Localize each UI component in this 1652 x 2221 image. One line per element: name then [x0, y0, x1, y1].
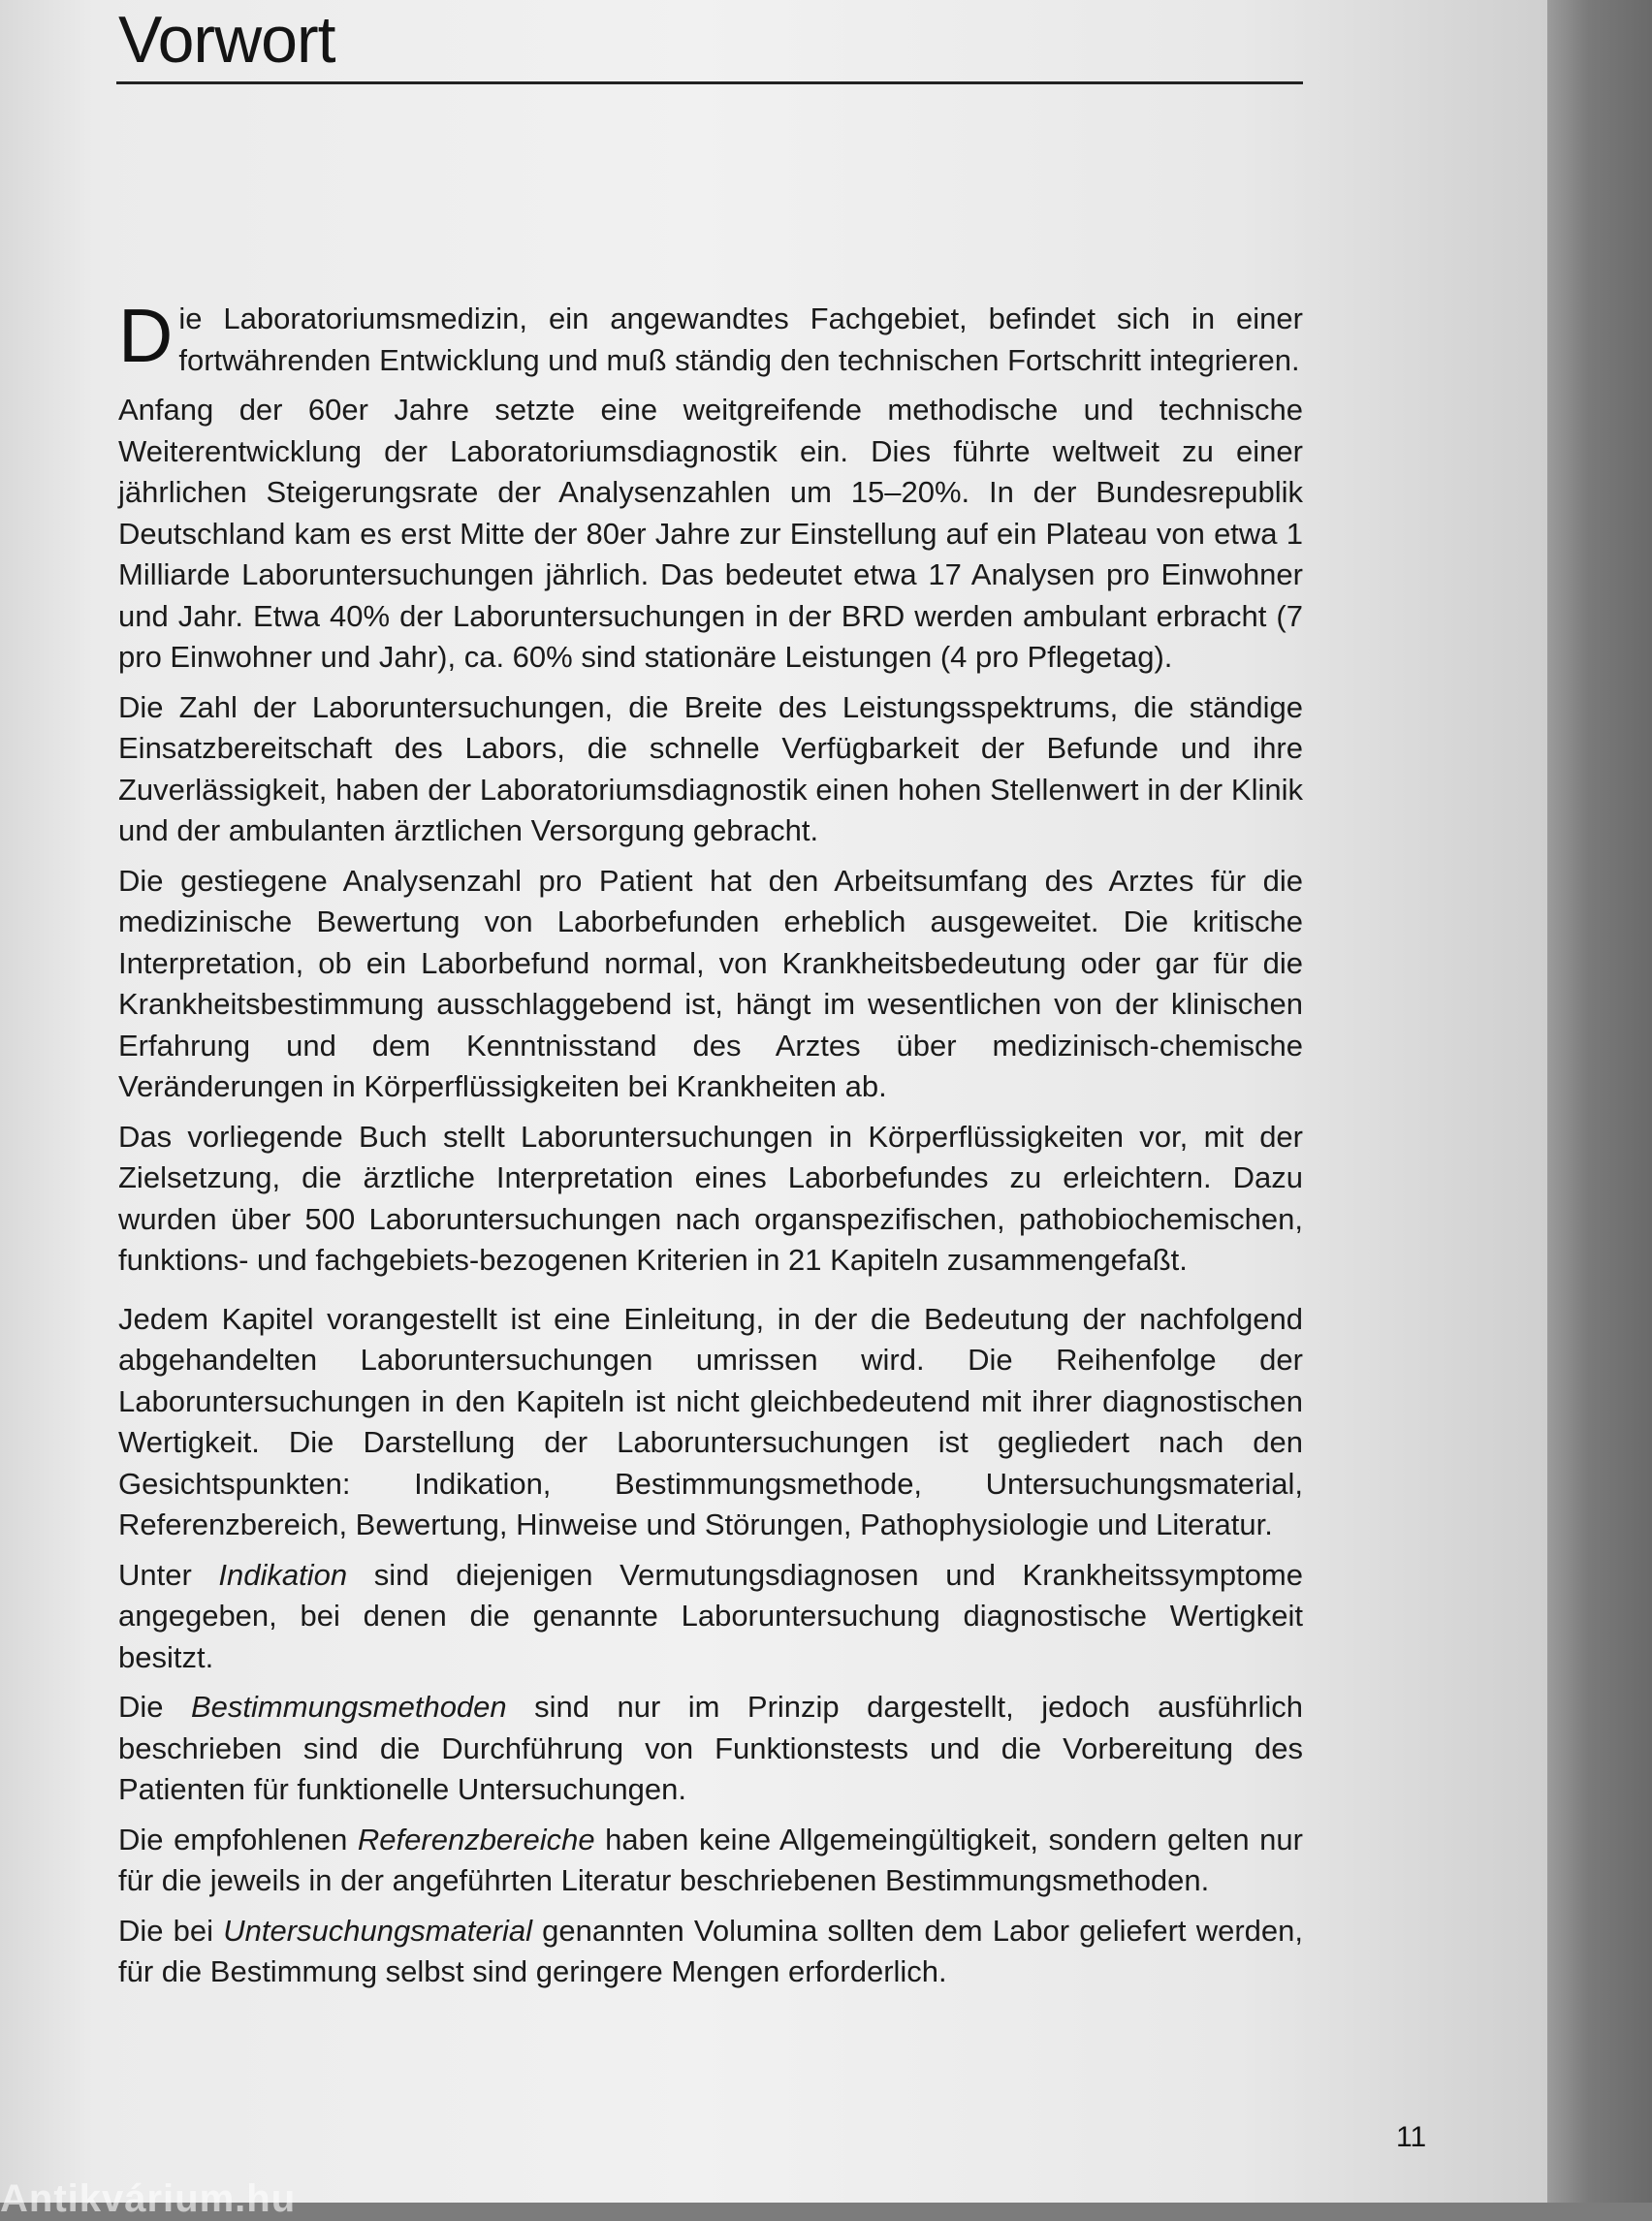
- watermark: Antikvárium.hu: [0, 2177, 297, 2220]
- term-referenzbereiche: Referenzbereiche: [357, 1822, 595, 1856]
- paragraph-5: Das vorliegende Buch stellt Laboruntersuchungen in Körperflüssigkeiten vor, mit der Zielsetzung, die ärztliche Interpretation eines Laborbefundes zu erleichtern. Dazu wurden über 500 Laboruntersuchungen nach organspezifischen, pathobiochemischen, funktions- und fachgebiets-bezogenen Kriterien in 21 Kapiteln zusammengefaßt.: [118, 1119, 1303, 1277]
- paragraph-2: Anfang der 60er Jahre setzte eine weitgreifende methodische und technische Weiterentwicklung der Laboratoriumsdiagnostik ein. Dies führte weltweit zu einer jährlichen Steigerungsrate der Analysenzahlen um 15–20%. In der Bundesrepublik Deutschland kam es erst Mitte der 80er Jahre zur Einstellung auf ein Plateau von etwa 1 Milliarde Laboruntersuchungen jährlich. Das bedeutet etwa 17 Analysen pro Einwohner und Jahr. Etwa 40% der Laboruntersuchungen in der BRD werden ambulant erbracht (7 pro Einwohner und Jahr), ca. 60% sind stationäre Leistungen (4 pro Pflegetag).: [118, 393, 1303, 674]
- title-rule: [116, 81, 1303, 84]
- paragraph-8-post: sind nur im Prinzip dargestellt, jedoch ausführlich beschrieben sind die Durchführung von Funktionstests und die Vorbereitung des Patienten für funktionelle Untersuchungen.: [118, 1690, 1303, 1806]
- paragraph-3: Die Zahl der Laboruntersuchungen, die Breite des Leistungsspektrums, die ständige Einsatzbereitschaft des Labors, die schnelle Verfügbarkeit der Befunde und ihre Zuverlässigkeit, haben der Laboratoriumsdiagnostik einen hohen Stellenwert in der Klinik und der ambulanten ärztlichen Versorgung gebracht.: [118, 689, 1303, 847]
- paragraph-7-pre: Unter: [118, 1557, 219, 1592]
- paragraph-9-post: haben keine Allgemeingültigkeit, sondern gelten nur für die jeweils in der angeführten Literatur beschriebenen Bestimmungsmethoden.: [118, 1822, 1303, 1897]
- paragraph-8: [118, 1687, 1303, 1811]
- paragraph-10-pre: Die bei: [118, 1913, 224, 1948]
- body-text: [118, 293, 1303, 2002]
- drop-cap: D: [118, 293, 174, 378]
- paragraph-10-post: genannten Volumina sollten dem Labor geliefert werden, für die Bestimmung selbst sind geringere Mengen erforderlich.: [118, 1913, 1303, 1988]
- term-bestimmungsmethoden: Bestimmungsmethoden: [190, 1690, 507, 1724]
- paragraph-1-text: ie Laboratoriumsmedizin, ein angewandtes Fachgebiet, befindet sich in einer fortwährenden Entwicklung und muß ständig den technischen Fortschritt integrieren.: [178, 301, 1303, 377]
- paragraph-8-pre: Die: [118, 1690, 191, 1724]
- paragraph-4: Die gestiegene Analysenzahl pro Patient hat den Arbeitsumfang des Arztes für die medizinische Bewertung von Laborbefunden erheblich ausgeweitet. Die kritische Interpretation, ob ein Laborbefund normal, von Krankheitsbedeutung oder gar für die Krankheitsbestimmung ausschlaggebend ist, hängt im wesentlichen von der klinischen Erfahrung und dem Kenntnisstand des Arztes über medizinisch-chemische Veränderungen in Körperflüssigkeiten bei Krankheiten ab.: [118, 863, 1303, 1103]
- paragraph-10: [118, 1911, 1303, 1993]
- paragraph-1: [118, 293, 1303, 381]
- paragraph-9-pre: Die empfohlenen: [118, 1822, 358, 1856]
- paragraph-6: Jedem Kapitel vorangestellt ist eine Einleitung, in der die Bedeutung der nachfolgend abgehandelten Laboruntersuchungen umrissen wird. Die Reihenfolge der Laboruntersuchungen in den Kapiteln ist nicht gleichbedeutend mit ihrer diagnostischen Wertigkeit. Die Darstellung der Laboruntersuchungen ist gegliedert nach den Gesichtspunkten: Indikation, Bestimmungsmethode, Untersuchungsmaterial, Referenzbereich, Bewertung, Hinweise und Störungen, Pathophysiologie und Literatur.: [118, 1301, 1303, 1541]
- term-indikation: Indikation: [218, 1557, 348, 1592]
- term-untersuchungsmaterial: Untersuchungsmaterial: [223, 1913, 532, 1948]
- page-number: 11: [1396, 2121, 1427, 2153]
- paragraph-7: [118, 1555, 1303, 1679]
- page-title: Vorwort: [118, 3, 335, 77]
- paragraph-9: [118, 1820, 1303, 1902]
- paragraph-7-post: sind diejenigen Vermutungsdiagnosen und Krankheitssymptome angegeben, bei denen die genannte Laboruntersuchung diagnostische Wertigkeit besitzt.: [118, 1557, 1303, 1674]
- book-spine-shadow: [1547, 0, 1652, 2203]
